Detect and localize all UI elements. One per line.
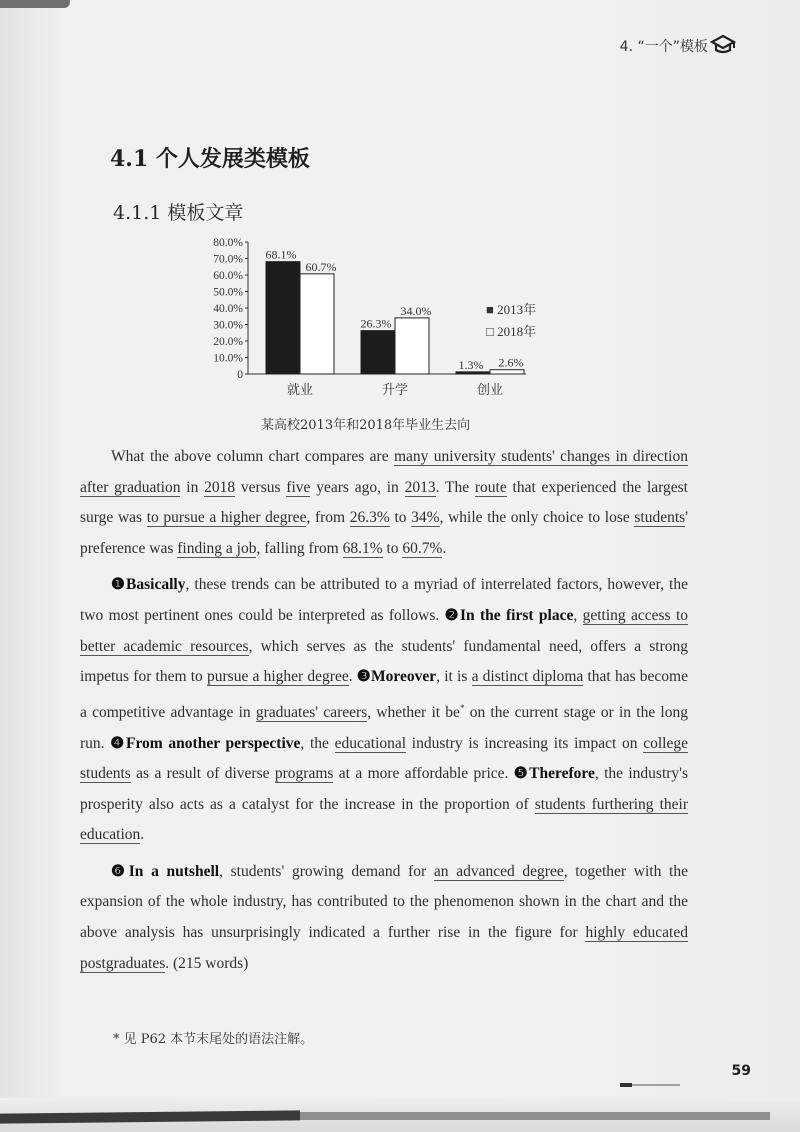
underlined-phrase: 2018 [204, 478, 236, 496]
page-number-rule [620, 1082, 680, 1088]
text-run: versus [235, 478, 287, 496]
running-head: 4. “一个”模板 [619, 39, 708, 55]
paragraph-2 [80, 570, 688, 851]
chart-caption: 某高校2013年和2018年毕业生去向 [261, 418, 471, 433]
text-run: , students' growing demand for [219, 862, 434, 880]
underlined-phrase: to pursue a higher degree [146, 509, 307, 527]
data-label: 2.6% [498, 355, 524, 370]
text-run: in [180, 478, 205, 496]
text-run: to [382, 539, 403, 557]
underlined-phrase: 2013 [404, 478, 436, 496]
y-tick-label: 80.0% [213, 237, 243, 249]
bar-2018 [300, 274, 334, 374]
text-run: , falling from [256, 539, 343, 557]
text-run: on the current stage or in the long run. [80, 703, 688, 752]
data-label: 60.7% [305, 259, 337, 274]
text-run: . (215 words) [165, 954, 249, 972]
data-label: 26.3% [360, 316, 392, 331]
footnote-ref: * [459, 702, 465, 713]
page-top-edge [0, 0, 70, 8]
underlined-phrase: a distinct diploma [471, 668, 584, 686]
underlined-phrase: getting access to better academic resources [80, 606, 688, 655]
text-run: as a result of diverse [130, 765, 275, 783]
data-label: 34.0% [400, 303, 432, 318]
page-number: 59 [731, 1063, 751, 1079]
legend-entry: □ 2018年 [486, 324, 537, 339]
underlined-phrase: programs [274, 765, 334, 783]
text-run: , the industry's prosperity also acts as a catalyst for the increase in the proportion of [80, 765, 689, 813]
bar-2013 [361, 331, 395, 374]
text-run: , together with the expansion of the whole industry, has contributed to the phenomenon shown in the chart and the above analysis has unsurprisingly indicated a further rise in the figure for [80, 862, 688, 942]
y-tick-label: 20.0% [213, 336, 243, 348]
text-run: . The [435, 478, 475, 496]
graduation-cap-icon [710, 34, 736, 56]
x-category-label: 创业 [476, 382, 504, 397]
point-marker: ❷In the first place [444, 606, 574, 624]
data-label: 1.3% [458, 357, 484, 372]
point-marker: ❹From another perspective [110, 734, 301, 752]
underlined-phrase: 26.3% [349, 509, 390, 527]
column-chart [196, 232, 576, 410]
text-run: , these trends can be attributed to a myriad of interrelated factors, however, the two most pertinent ones could be interpreted as follows. [80, 576, 688, 624]
text-run: industry is increasing its impact on [406, 734, 644, 752]
bar-2013 [266, 262, 300, 374]
underlined-phrase: students [634, 509, 686, 527]
underlined-phrase: route [474, 478, 507, 496]
underlined-phrase: graduates' careers [255, 703, 368, 721]
text-run: at a more affordable price. [333, 765, 514, 783]
point-marker: ❻In a nutshell [111, 862, 220, 880]
underlined-phrase: students furthering their education [80, 795, 688, 844]
text-run: that experienced the largest surge was [80, 478, 688, 527]
y-tick-label: 40.0% [213, 303, 243, 315]
y-tick-label: 10.0% [213, 352, 243, 365]
y-tick-label: 70.0% [213, 253, 243, 266]
text-run: . [442, 539, 447, 557]
point-marker: ❸Moreover [356, 668, 437, 686]
text-run: , from [306, 509, 350, 527]
page-bottom-shadow [300, 1112, 770, 1120]
text-run: , it is [436, 668, 472, 686]
text-run: , the [300, 734, 335, 752]
bar-2018 [395, 318, 429, 374]
underlined-phrase: 60.7% [402, 539, 443, 557]
text-run: , [573, 606, 583, 624]
bar-2013 [456, 372, 490, 374]
text-run: that has become a competitive advantage in [80, 668, 688, 721]
x-category-label: 升学 [381, 382, 409, 397]
section-title: 4.1 个人发展类模板 [110, 146, 310, 172]
text-run: , while the only choice to lose [439, 509, 635, 527]
underlined-phrase: highly educated postgraduates [80, 924, 688, 972]
text-run: . [348, 668, 357, 686]
footnote: * 见 P62 本节末尾处的语法注解。 [113, 1032, 314, 1047]
text-run: . [140, 826, 145, 844]
text-run: , whether it be [367, 703, 460, 721]
point-marker: ❺Therefore [513, 765, 595, 783]
subsection-title: 4.1.1 模板文章 [113, 202, 244, 224]
text-run: What the above column chart compares are [111, 448, 394, 465]
bar-2018 [490, 370, 524, 374]
x-category-label: 就业 [286, 382, 314, 397]
underlined-phrase: 68.1% [342, 539, 383, 557]
underlined-phrase: educational [334, 734, 407, 752]
underlined-phrase: many university students' changes in direction after graduation [80, 448, 688, 496]
underlined-phrase: college students [80, 734, 688, 783]
article-body [80, 442, 688, 985]
underlined-phrase: 34% [411, 509, 440, 527]
y-tick-label: 50.0% [213, 286, 243, 299]
text-run: ' preference was [80, 509, 688, 557]
text-run: to [389, 509, 412, 527]
underlined-phrase: finding a job [177, 539, 257, 557]
underlined-phrase: an advanced degree [433, 862, 564, 880]
underlined-phrase: pursue a higher degree [207, 668, 349, 686]
underlined-phrase: five [286, 478, 311, 496]
point-marker: ❶Basically [111, 576, 186, 594]
data-label: 68.1% [265, 247, 297, 262]
legend-entry: ■ 2013年 [486, 302, 537, 317]
y-tick-label: 60.0% [213, 270, 243, 282]
text-run: years ago, in [310, 478, 405, 496]
y-tick-label: 0 [237, 369, 243, 381]
text-run: , which serves as the students' fundamental need, offers a strong impetus for them to [80, 637, 688, 686]
y-tick-label: 30.0% [213, 319, 243, 332]
paragraph-3 [80, 857, 688, 979]
paragraph-1 [80, 442, 688, 564]
